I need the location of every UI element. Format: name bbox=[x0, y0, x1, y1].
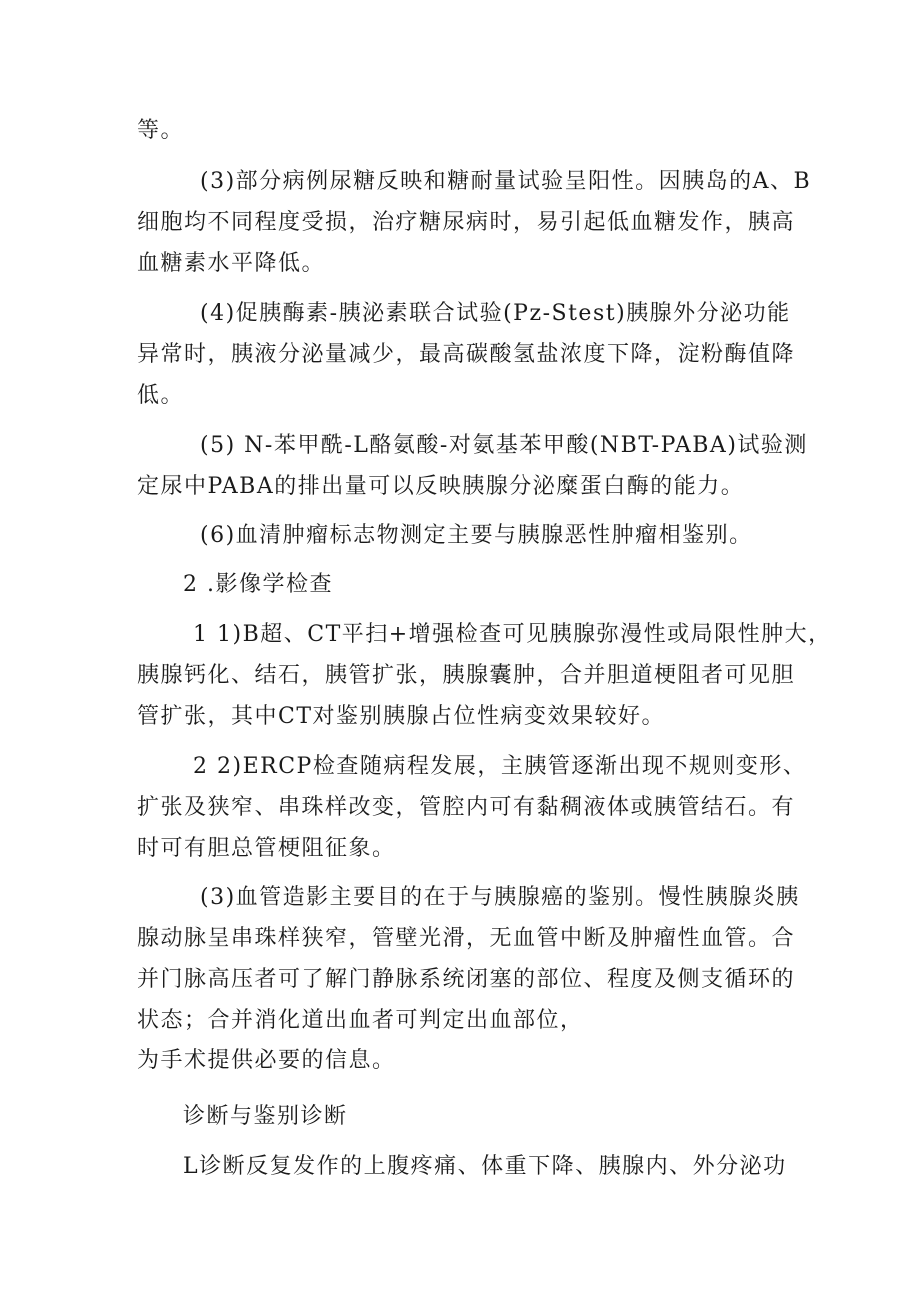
text-line: (3)血管造影主要目的在于与胰腺癌的鉴别。慢性胰腺炎胰 bbox=[200, 885, 800, 910]
text-line: 细胞均不同程度受损，治疗糖尿病时，易引起低血糖发作，胰高 bbox=[137, 210, 796, 235]
text-line: 2 2)ERCP检查随病程发展，主胰管逐渐出现不规则变形、 bbox=[193, 754, 807, 779]
text-line: (5) N-苯甲酰-L酪氨酸-对氨基苯甲酸(NBT-PABA)试验测 bbox=[200, 433, 808, 458]
text-line: 胰腺钙化、结石，胰管扩张，胰腺囊肿，合并胆道梗阻者可见胆 bbox=[137, 663, 796, 688]
text-line: (3)部分病例尿糖反映和糖耐量试验呈阳性。因胰岛的A、B bbox=[200, 169, 812, 194]
text-line: L诊断反复发作的上腹疼痛、体重下降、胰腺内、外分泌功 bbox=[183, 1154, 787, 1179]
section-heading: 诊断与鉴别诊断 bbox=[183, 1104, 348, 1129]
text-line: 并门脉高压者可了解门静脉系统闭塞的部位、程度及侧支循环的 bbox=[137, 967, 796, 992]
text-line: 扩张及狭窄、串珠样改变，管腔内可有黏稠液体或胰管结石。有 bbox=[137, 795, 796, 820]
text-line: 定尿中PABA的排出量可以反映胰腺分泌糜蛋白酶的能力。 bbox=[137, 474, 745, 499]
text-line: 异常时，胰液分泌量减少，最高碳酸氢盐浓度下降，淀粉酶值降 bbox=[137, 342, 796, 367]
text-line: 低。 bbox=[137, 383, 185, 408]
text-line: 等。 bbox=[137, 118, 185, 143]
text-line: 腺动脉呈串珠样狭窄，管壁光滑，无血管中断及肿瘤性血管。合 bbox=[137, 926, 796, 951]
section-heading: 2 .影像学检查 bbox=[183, 572, 333, 597]
text-line: 血糖素水平降低。 bbox=[137, 251, 326, 276]
text-line: (4)促胰酶素-胰泌素联合试验(Pz-Stest)胰腺外分泌功能 bbox=[200, 301, 791, 326]
text-line: 为手术提供必要的信息。 bbox=[137, 1048, 396, 1073]
text-line: 时可有胆总管梗阻征象。 bbox=[137, 836, 396, 861]
text-line: 1 1)B超、CT平扫+增强检查可见胰腺弥漫性或局限性肿大， bbox=[193, 622, 832, 647]
text-line: (6)血清肿瘤标志物测定主要与胰腺恶性肿瘤相鉴别。 bbox=[200, 523, 753, 548]
text-line: 状态；合并消化道出血者可判定出血部位， bbox=[137, 1008, 584, 1033]
text-line: 管扩张，其中CT对鉴别胰腺占位性病变效果较好。 bbox=[137, 704, 666, 729]
